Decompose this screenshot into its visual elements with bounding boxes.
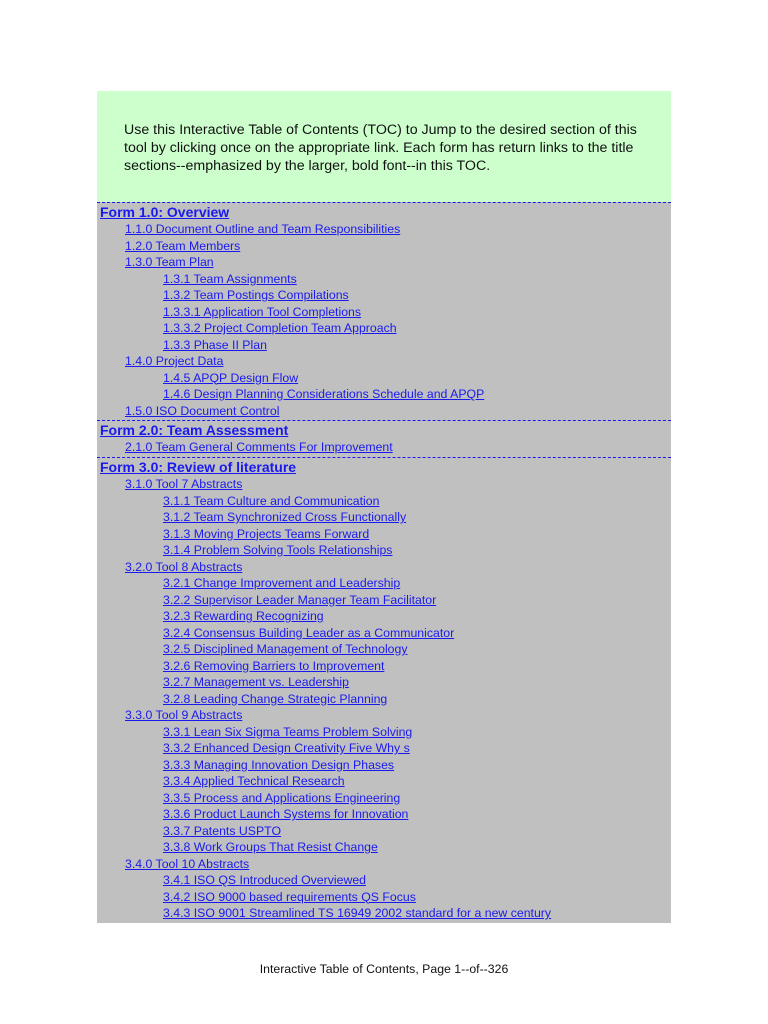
toc-item — [97, 271, 671, 287]
toc-link-3-3-6[interactable]: 3.3.6 Product Launch Systems for Innovation — [163, 807, 409, 821]
toc-link-3-1-4[interactable]: 3.1.4 Problem Solving Tools Relationships — [163, 543, 393, 557]
toc-item — [97, 353, 671, 369]
toc-link-3-3-3[interactable]: 3.3.3 Managing Innovation Design Phases — [163, 757, 395, 772]
toc-item — [97, 386, 671, 402]
toc-item — [97, 674, 671, 690]
footer-text: Interactive Table of Contents, Page 1--of--326 — [259, 962, 509, 976]
toc-link-1-1-0[interactable]: 1.1.0 Document Outline and Team Responsibilities — [125, 222, 401, 236]
toc-item — [97, 625, 671, 641]
toc-link-3-3-5[interactable]: 3.3.5 Process and Applications Engineering — [163, 790, 401, 805]
toc-item — [97, 287, 671, 303]
toc-item — [97, 493, 671, 509]
toc-link-3-2-2[interactable]: 3.2.2 Supervisor Leader Manager Team Facilitator — [163, 592, 437, 607]
form-3-heading — [97, 457, 671, 476]
toc-item — [97, 740, 671, 756]
toc-item — [97, 856, 671, 872]
toc-link-1-4-6[interactable]: 1.4.6 Design Planning Considerations Schedule and APQP — [163, 387, 485, 401]
toc-link-3-1-0[interactable]: 3.1.0 Tool 7 Abstracts — [125, 477, 243, 491]
toc-item — [97, 476, 671, 492]
toc-item — [97, 658, 671, 674]
toc-item — [97, 724, 671, 740]
toc-item — [97, 320, 671, 336]
toc-link-3-1-2[interactable]: 3.1.2 Team Synchronized Cross Functionally — [163, 510, 407, 524]
toc-item — [97, 691, 671, 707]
toc-item — [97, 238, 671, 254]
toc-item — [97, 254, 671, 270]
toc-item — [97, 790, 671, 806]
toc-item — [97, 439, 671, 455]
toc-link-3-3-0[interactable]: 3.3.0 Tool 9 Abstracts — [125, 708, 243, 722]
toc-link-3-2-8[interactable]: 3.2.8 Leading Change Strategic Planning — [163, 691, 388, 706]
toc-item — [97, 559, 671, 575]
toc-link-1-3-1[interactable]: 1.3.1 Team Assignments — [163, 271, 297, 286]
toc-item — [97, 526, 671, 542]
toc-item — [97, 304, 671, 320]
toc-item — [97, 403, 671, 419]
toc-item — [97, 641, 671, 657]
intro-text: Use this Interactive Table of Contents (TOC) to Jump to the desired section of this tool by clicking once on the appropriate link. Each form has return links to the title sections--emphasized by the larger, bold font--in this TOC. — [124, 122, 637, 174]
toc-item — [97, 757, 671, 773]
toc-link-3-4-3[interactable]: 3.4.3 ISO 9001 Streamlined TS 16949 2002 standard for a new century — [163, 906, 552, 920]
toc-link-1-5-0[interactable]: 1.5.0 ISO Document Control — [125, 403, 280, 418]
toc-link-3-2-4[interactable]: 3.2.4 Consensus Building Leader as a Communicator — [163, 625, 455, 640]
toc-item — [97, 509, 671, 525]
toc-item — [97, 608, 671, 624]
toc-item — [97, 889, 671, 905]
toc-item — [97, 575, 671, 591]
toc-item — [97, 806, 671, 822]
toc-item — [97, 592, 671, 608]
form-2-link[interactable]: Form 2.0: Team Assessment — [100, 422, 289, 438]
form-2-heading — [97, 420, 671, 439]
toc-link-3-4-2[interactable]: 3.4.2 ISO 9000 based requirements QS Focus — [163, 889, 416, 904]
toc-link-1-3-3-2[interactable]: 1.3.3.2 Project Completion Team Approach — [163, 321, 397, 335]
toc-link-3-3-4[interactable]: 3.3.4 Applied Technical Research — [163, 774, 345, 788]
toc-link-1-2-0[interactable]: 1.2.0 Team Members — [125, 238, 241, 253]
toc-link-3-2-0[interactable]: 3.2.0 Tool 8 Abstracts — [125, 559, 243, 574]
toc-link-1-3-0[interactable]: 1.3.0 Team Plan — [125, 255, 214, 269]
toc-link-3-3-2[interactable]: 3.3.2 Enhanced Design Creativity Five Why s — [163, 741, 410, 755]
toc-item — [97, 773, 671, 789]
toc-link-3-4-1[interactable]: 3.4.1 ISO QS Introduced Overviewed — [163, 873, 367, 887]
toc-link-3-2-6[interactable]: 3.2.6 Removing Barriers to Improvement — [163, 658, 385, 673]
toc-link-3-2-5[interactable]: 3.2.5 Disciplined Management of Technology — [163, 642, 408, 656]
toc-link-1-3-3-1[interactable]: 1.3.3.1 Application Tool Completions — [163, 304, 362, 319]
toc-item — [97, 872, 671, 888]
toc-item — [97, 839, 671, 855]
page-footer — [0, 962, 768, 976]
toc-link-3-2-1[interactable]: 3.2.1 Change Improvement and Leadership — [163, 576, 401, 590]
toc-link-3-4-0[interactable]: 3.4.0 Tool 10 Abstracts — [125, 856, 250, 871]
toc-item — [97, 221, 671, 237]
toc-link-2-1-0[interactable]: 2.1.0 Team General Comments For Improvement — [125, 440, 393, 454]
toc-item — [97, 337, 671, 353]
toc-item — [97, 823, 671, 839]
toc-link-3-3-8[interactable]: 3.3.8 Work Groups That Resist Change — [163, 840, 378, 854]
intro-box — [97, 91, 671, 202]
toc-link-1-4-5[interactable]: 1.4.5 APQP Design Flow — [163, 370, 299, 385]
toc-link-3-3-1[interactable]: 3.3.1 Lean Six Sigma Teams Problem Solving — [163, 724, 413, 739]
toc-item — [97, 370, 671, 386]
toc-item — [97, 542, 671, 558]
form-1-heading — [97, 202, 671, 221]
table-of-contents — [97, 202, 671, 923]
toc-link-1-4-0[interactable]: 1.4.0 Project Data — [125, 354, 224, 368]
toc-link-3-2-3[interactable]: 3.2.3 Rewarding Recognizing — [163, 609, 324, 623]
toc-item — [97, 707, 671, 723]
toc-link-1-3-2[interactable]: 1.3.2 Team Postings Compilations — [163, 288, 349, 302]
toc-link-3-1-3[interactable]: 3.1.3 Moving Projects Teams Forward — [163, 526, 370, 541]
toc-link-3-1-1[interactable]: 3.1.1 Team Culture and Communication — [163, 493, 380, 508]
form-1-link[interactable]: Form 1.0: Overview — [100, 204, 230, 220]
toc-item — [97, 905, 671, 921]
toc-link-3-2-7[interactable]: 3.2.7 Management vs. Leadership — [163, 675, 349, 689]
form-3-link[interactable]: Form 3.0: Review of literature — [100, 459, 297, 475]
toc-link-1-3-3[interactable]: 1.3.3 Phase II Plan — [163, 337, 267, 352]
toc-link-3-3-7[interactable]: 3.3.7 Patents USPTO — [163, 823, 282, 838]
